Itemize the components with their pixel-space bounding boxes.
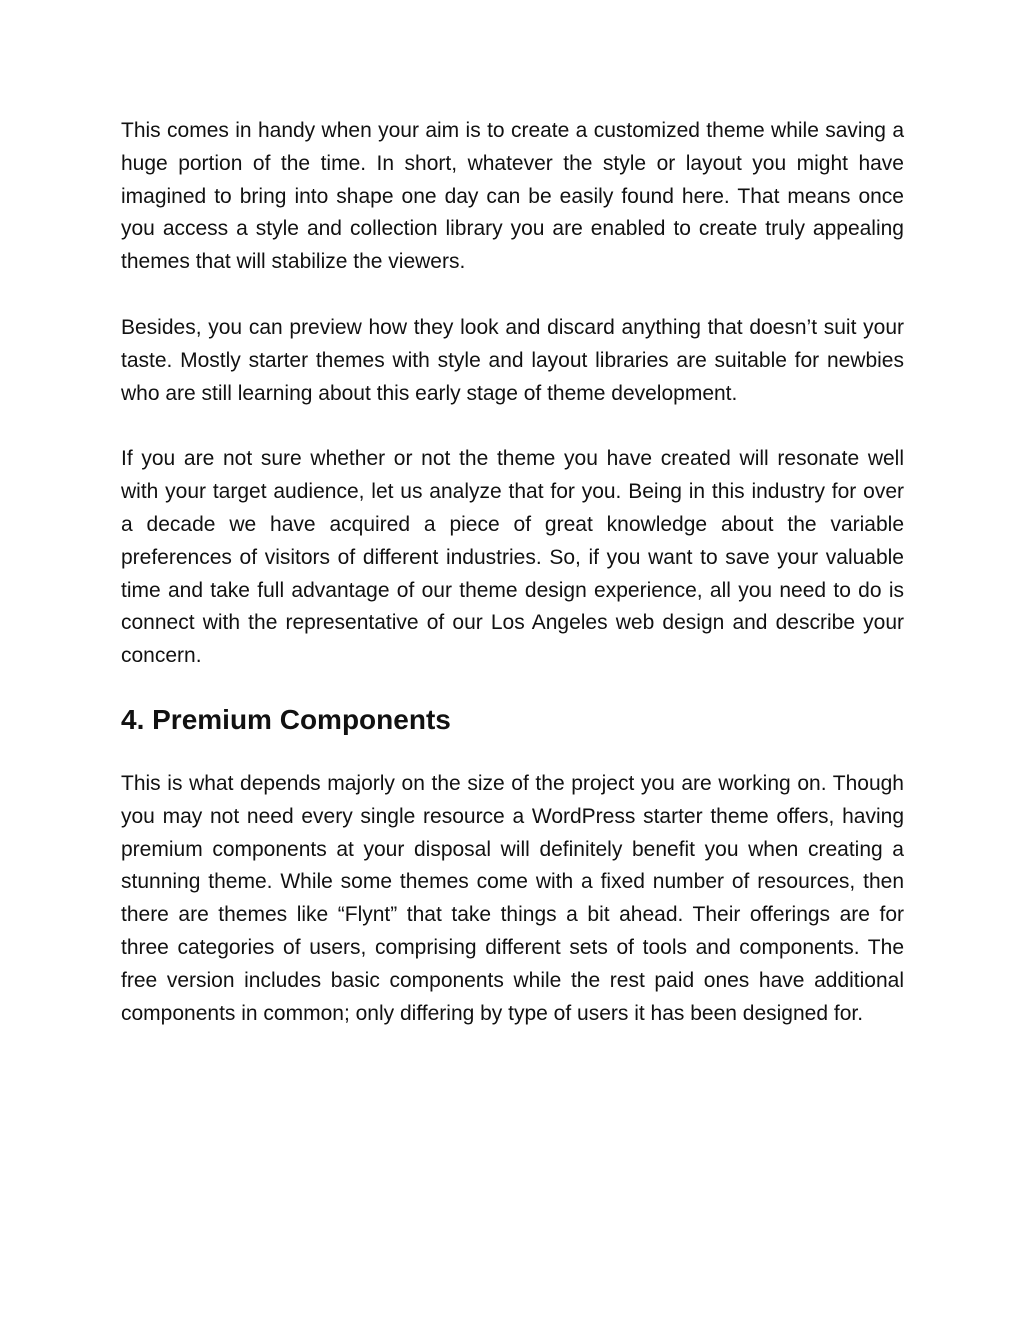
paragraph-target-audience: If you are not sure whether or not the theme you have created will resonate well with your target audience, let us analyze that for you. Being in this industry for over a decade we have acquired a piece of great knowledge about the variable preferences of visitors of different industries. So, if you want to save your valuable time and take full advantage of our theme design experience, all you need to do is connect with the representative of our Los Angeles web design and describe your concern. — [121, 447, 904, 668]
paragraph-premium-components: This is what depends majorly on the size of the project you are working on. Though you may not need every single resource a WordPress starter theme offers, having premium components at your disposal will definitely benefit you when creating a stunning theme. While some themes come with a fixed number of resources, then there are themes like “Flynt” that take things a bit ahead. Their offerings are for three categories of users, comprising different sets of tools and components. The free version includes basic components while the rest paid ones have additional components in common; only differing by type of users it has been designed for. — [121, 771, 904, 1025]
document-page — [121, 115, 904, 1030]
section-heading: 4. Premium Components — [121, 703, 451, 735]
paragraph-style-library: This comes in handy when your aim is to create a customized theme while saving a huge portion of the time. In short, whatever the style or layout you might have imagined to bring into shape one day can be easily found here. That means once you access a style and collection library you are enabled to create truly appealing themes that will stabilize the viewers. — [121, 119, 904, 274]
paragraph-preview-themes: Besides, you can preview how they look and discard anything that doesn’t suit your taste. Mostly starter themes with style and layout libraries are suitable for newbies who are still learning about this early stage of theme development. — [121, 315, 904, 405]
